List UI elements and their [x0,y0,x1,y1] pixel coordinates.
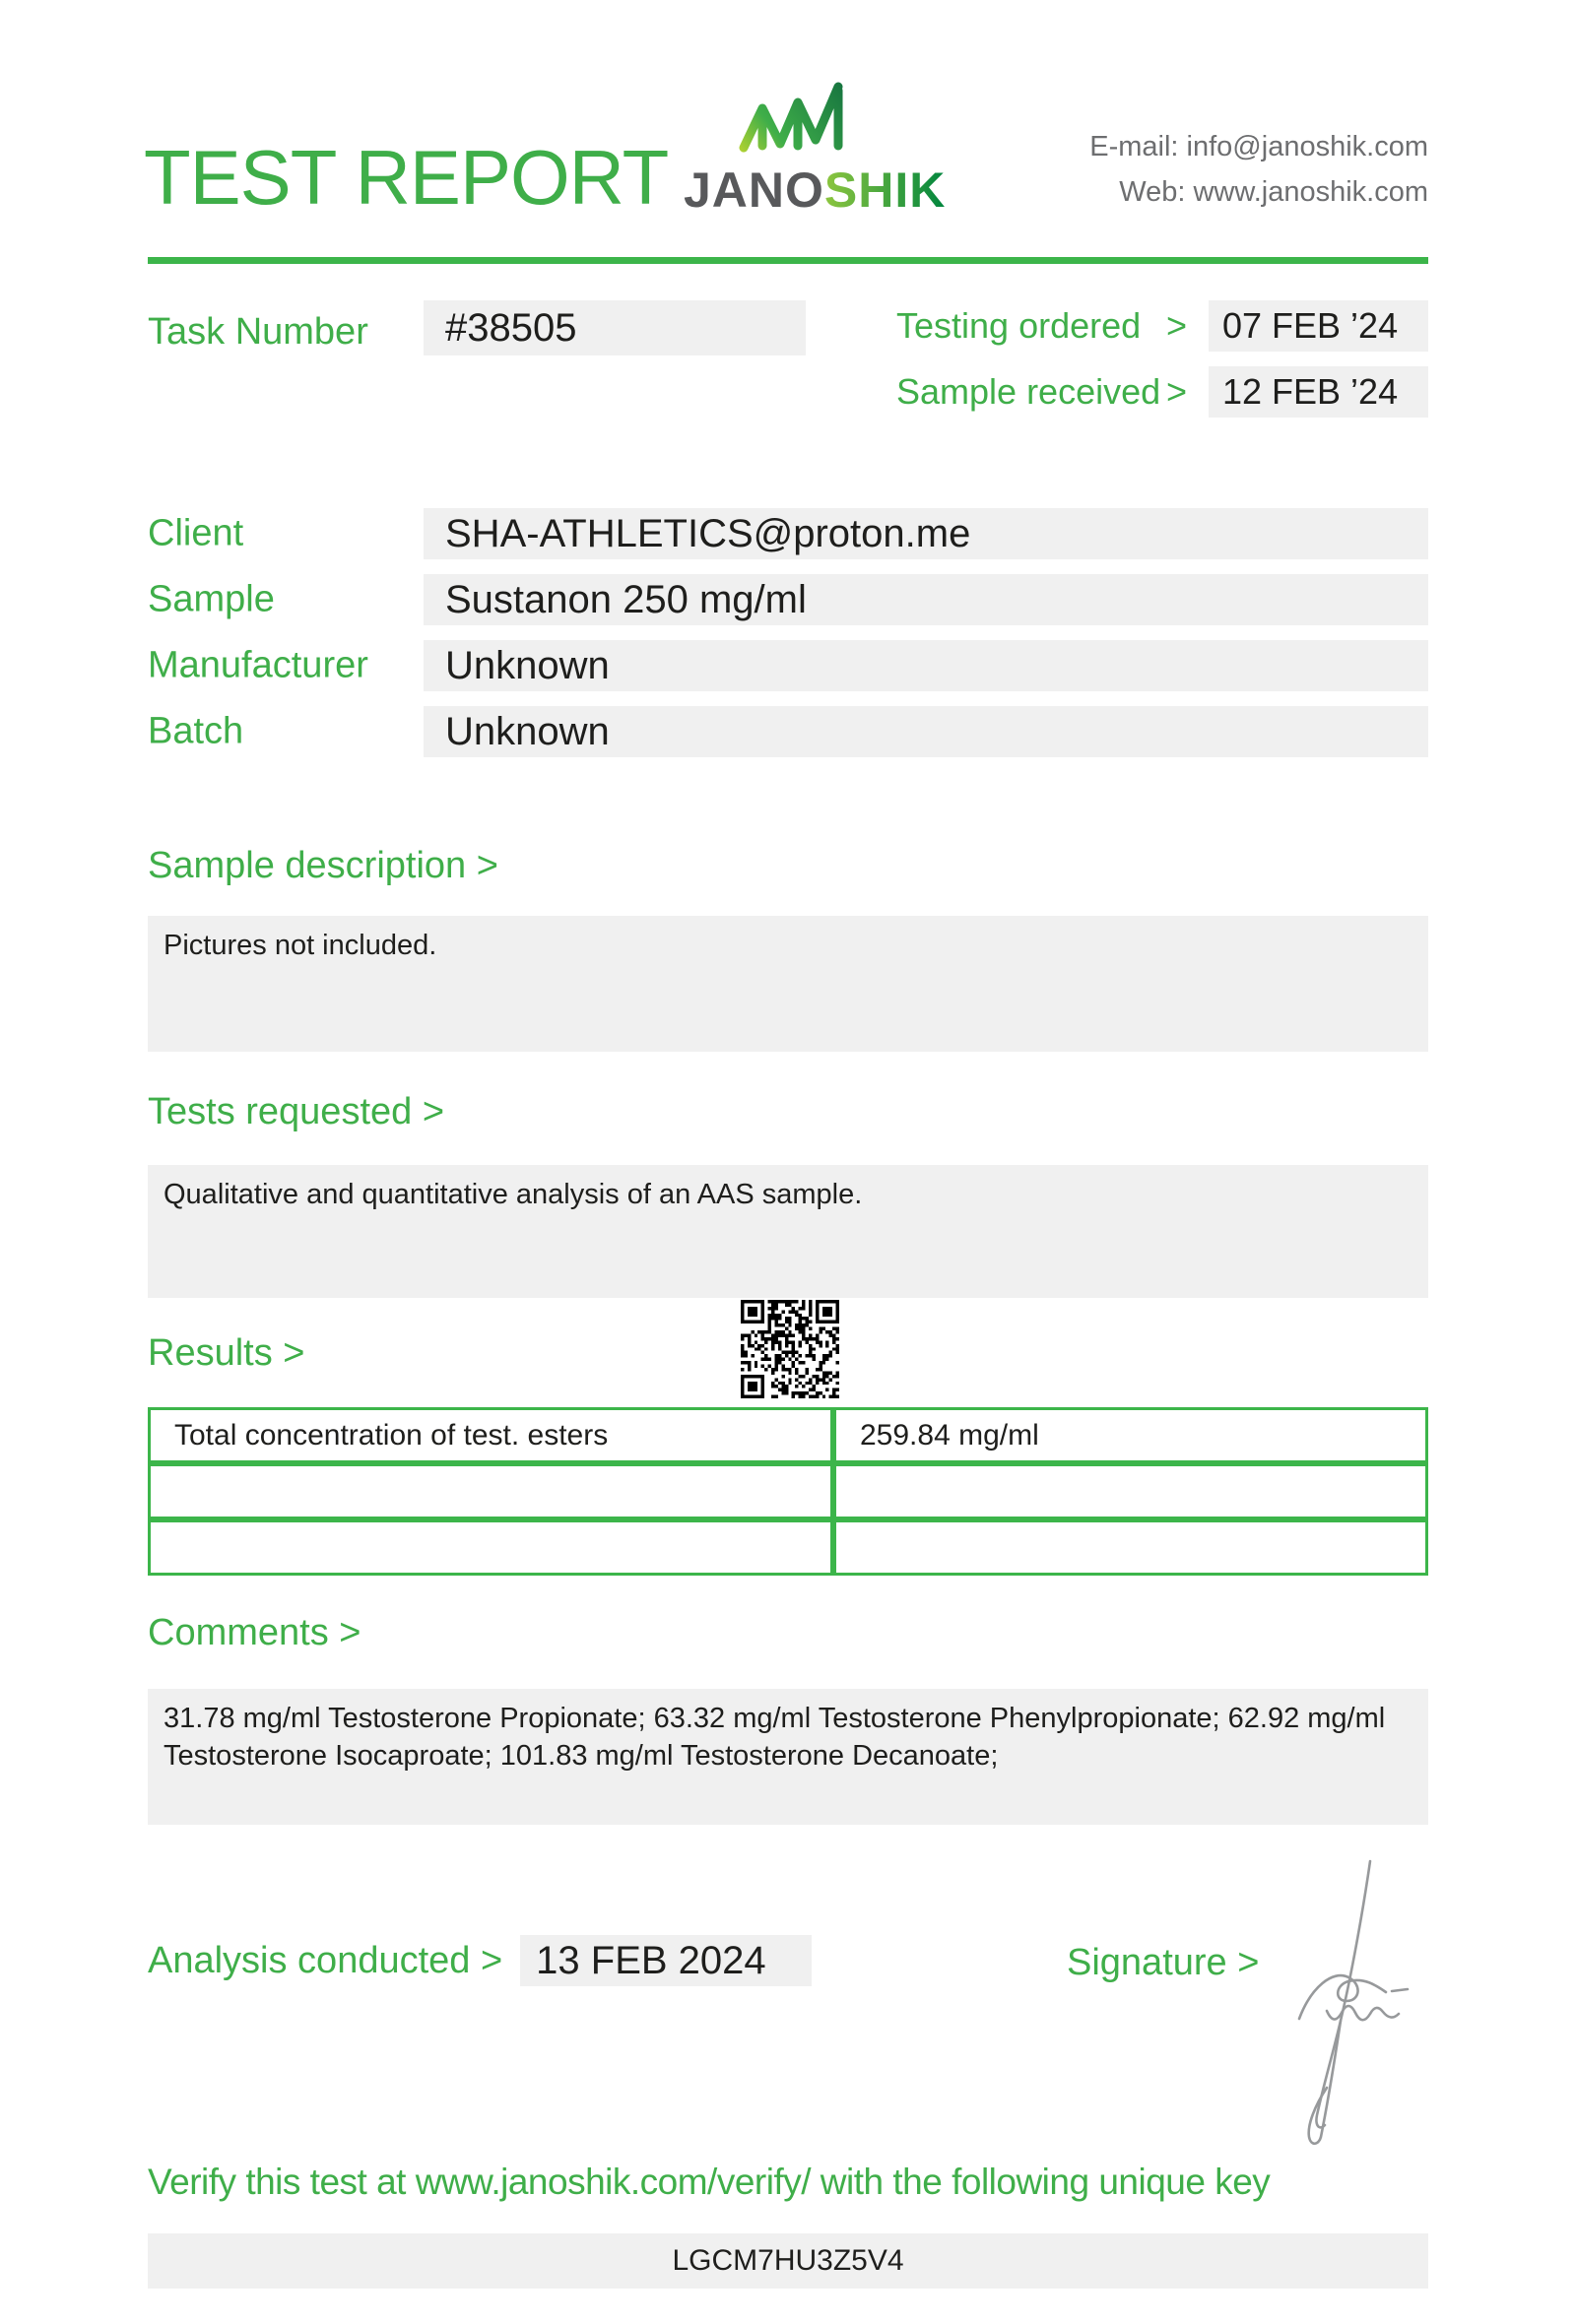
result-value-cell [833,1519,1428,1576]
testing-ordered-label [896,305,1209,347]
sample-info-block [148,508,1428,772]
sample-received-text: Sample received [896,371,1161,412]
testing-ordered-row [896,300,1428,352]
manufacturer-value: Unknown [424,640,1428,691]
manufacturer-row [148,640,1428,691]
sample-description-text: Pictures not included. [164,930,437,961]
batch-row [148,706,1428,757]
result-value-cell [833,1463,1428,1519]
sample-received-label [896,371,1209,413]
result-name-cell [148,1519,833,1576]
signature-handwriting [1276,1853,1433,2149]
result-name-cell: Total concentration of test. esters [148,1407,833,1463]
sample-description-box [148,916,1428,1052]
task-number-label: Task Number [148,311,368,353]
batch-value: Unknown [424,706,1428,757]
sample-label: Sample [148,578,275,620]
client-value: SHA-ATHLETICS@proton.me [424,508,1428,559]
page-title: TEST REPORT [144,134,669,221]
comments-heading: Comments > [148,1612,361,1653]
testing-ordered-text: Testing ordered [896,305,1142,346]
sample-row [148,574,1428,625]
contact-email: E-mail: info@janoshik.com [1089,131,1428,162]
analysis-conducted-label: Analysis conducted > [148,1939,503,1981]
comments-text: 31.78 mg/ml Testosterone Propionate; 63.32 mg/ml Testosterone Phenylpropionate; 62.92 mg/ml Testosterone Isocaproate; 101.83 mg/ml Testosterone Decanoate; [164,1703,1386,1772]
sample-received-row [896,366,1428,418]
contact-block [1089,124,1428,215]
manufacturer-label: Manufacturer [148,644,368,686]
contact-web: Web: www.janoshik.com [1119,176,1428,208]
client-row [148,508,1428,559]
tests-requested-text: Qualitative and quantitative analysis of an AAS sample. [164,1179,863,1210]
client-label: Client [148,512,244,554]
logo-wordmark [684,163,946,218]
batch-label: Batch [148,710,244,752]
table-row [148,1519,1428,1576]
sample-value: Sustanon 250 mg/ml [424,574,1428,625]
testing-ordered-value: 07 FEB ’24 [1209,300,1428,352]
verification-key: LGCM7HU3Z5V4 [148,2233,1428,2289]
analysis-date-value: 13 FEB 2024 [520,1935,812,1986]
comments-box [148,1689,1428,1825]
logo-text-jano: JANO [684,162,824,218]
analysis-conducted-row [148,1935,812,1986]
logo-text-shik: SHIK [823,162,947,218]
header-divider [148,257,1428,264]
signature-label: Signature > [1067,1942,1260,1983]
arrow-glyph: > [1165,305,1187,346]
logo-chart-icon [737,77,845,161]
tests-requested-heading: Tests requested > [148,1091,445,1132]
results-heading: Results > [148,1332,305,1374]
qr-code [741,1300,839,1398]
result-name-cell [148,1463,833,1519]
sample-received-value: 12 FEB ’24 [1209,366,1428,418]
dates-block [896,300,1428,432]
result-value-cell: 259.84 mg/ml [833,1407,1428,1463]
table-row [148,1463,1428,1519]
arrow-glyph: > [1165,371,1187,412]
tests-requested-box [148,1165,1428,1298]
results-table [148,1407,1428,1576]
task-number-value: #38505 [424,300,806,355]
sample-description-heading: Sample description > [148,845,498,886]
verify-instruction: Verify this test at www.janoshik.com/verify/ with the following unique key [148,2162,1271,2202]
table-row [148,1407,1428,1463]
